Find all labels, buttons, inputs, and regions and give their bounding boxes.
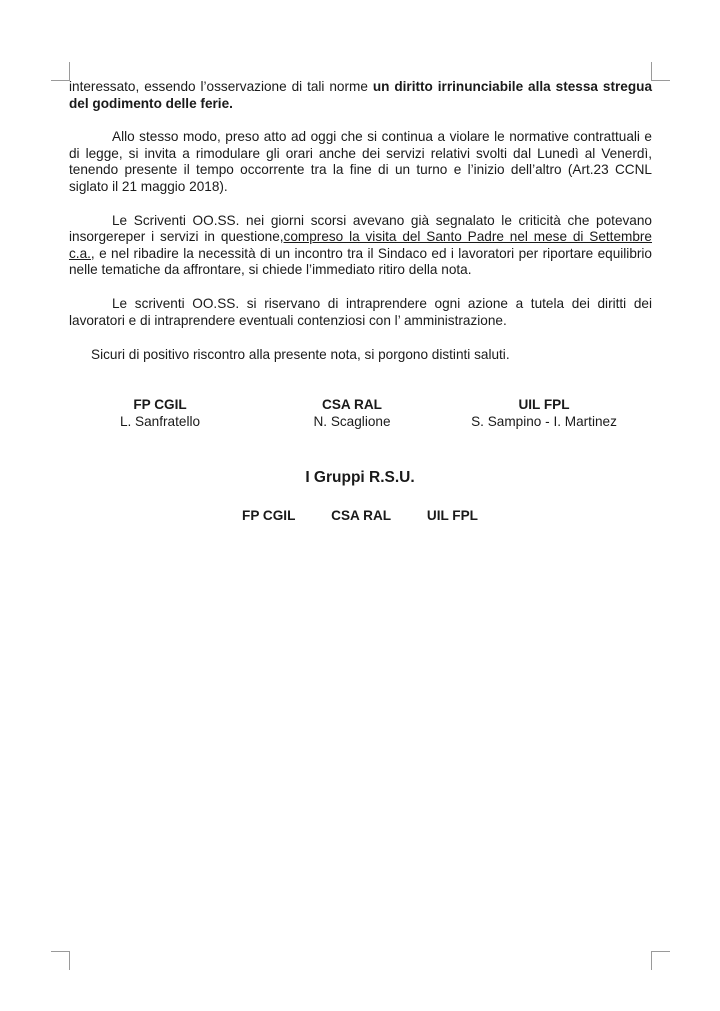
rsu-title: I Gruppi R.S.U. <box>305 469 415 486</box>
paragraph-2: Allo stesso modo, preso atto ad oggi che si continua a violare le normative contrattuali e di legge, si invita a rimodulare gli orari anche dei servizi relativi svolti dal Lunedì al Venerdì, tenendo presente il tempo occorrente tra la fine di un turno e l’inizio dell’altro (Art.23 CCNL siglato il 21 maggio 2018). <box>69 129 652 194</box>
crop-mark-top-left <box>51 62 70 81</box>
rsu-group-csa-ral: CSA RAL <box>331 508 392 523</box>
signature-names: S. Sampino - I. Martinez <box>471 414 617 429</box>
crop-mark-bottom-right <box>651 951 670 970</box>
paragraph-1 <box>69 79 652 112</box>
crop-mark-top-right <box>651 62 670 81</box>
rsu-group-uil-fpl: UIL FPL <box>426 508 478 523</box>
signature-org: CSA RAL <box>322 397 382 412</box>
paragraph-1-text: interessato, essendo l’osservazione di tali norme <box>69 79 373 94</box>
signature-csa-ral <box>242 397 462 429</box>
crop-mark-bottom-left <box>51 951 70 970</box>
paragraph-4: Le scriventi OO.SS. si riservano di intraprendere ogni azione a tutela dei diritti dei lavoratori e di intraprendere eventuali contenziosi con l’ amministrazione. <box>69 295 652 328</box>
paragraph-3-text-before: Le Scriventi OO.SS. nei giorni scorsi avevano già segnalato le criticità che potevano insorgereper i servizi in questione, <box>69 212 652 245</box>
paragraph-3 <box>69 213 652 279</box>
signature-uil-fpl <box>434 397 654 429</box>
paragraph-3-text-after: , e nel ribadire la necessità di un incontro tra il Sindaco ed i lavoratori per riportare equilibrio nelle tematiche da affrontare, si chiede l’immediato ritiro della nota. <box>69 245 652 278</box>
paragraph-1-bold-text: un diritto irrinunciabile alla stessa stregua del godimento delle ferie. <box>69 79 653 111</box>
letter-body <box>69 79 652 329</box>
closing-salutation: Sicuri di positivo riscontro alla presente nota, si porgono distinti saluti. <box>91 347 510 362</box>
signature-fp-cgil <box>50 397 270 429</box>
signature-org: UIL FPL <box>518 397 570 412</box>
signature-names: L. Sanfratello <box>119 414 201 429</box>
paragraph-3-underlined-text: compreso la visita del Santo Padre nel mese di Settembre c.a. <box>69 229 652 261</box>
rsu-group-fp-cgil: FP CGIL <box>242 508 296 523</box>
signature-names: N. Scaglione <box>313 414 391 429</box>
signature-org: FP CGIL <box>133 397 187 412</box>
rsu-groups <box>0 508 720 523</box>
